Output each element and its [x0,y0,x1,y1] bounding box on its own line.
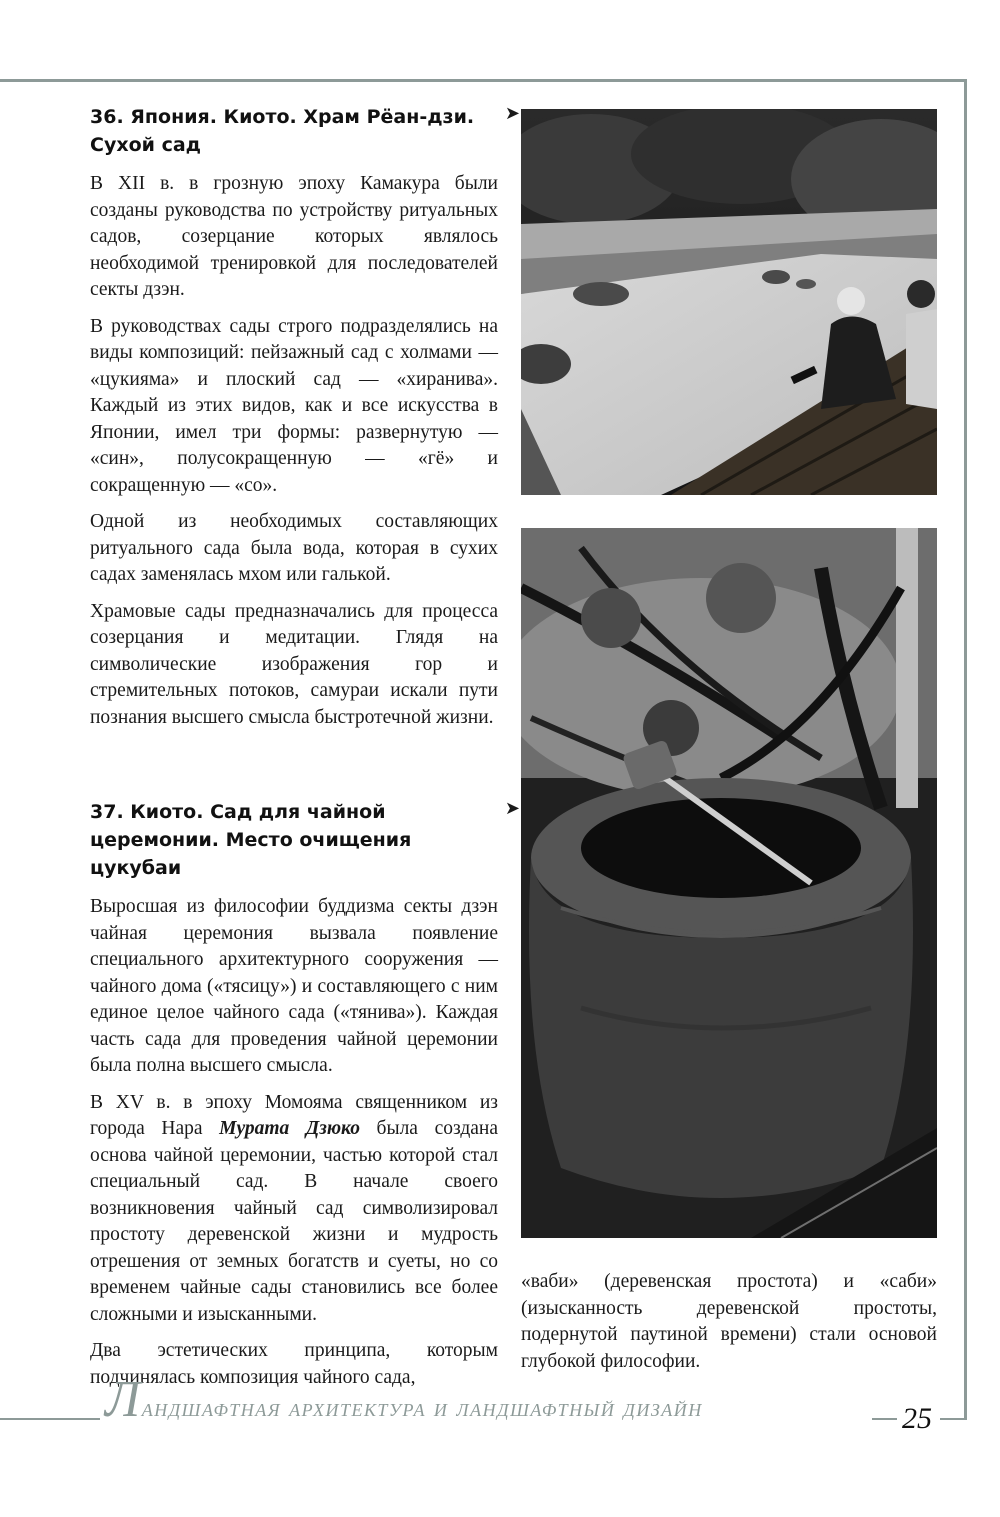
photo-tsukubai [521,528,937,1238]
pointer-arrow-icon: ➤ [504,103,520,124]
section-36-paragraph: В XII в. в грозную эпоху Камакура были созданы руководства по устройству ритуальных садов, созерцание которых являлось необходимой тренировкой для последователей секты дзэн. [90,173,498,300]
pointer-arrow-icon: ➤ [504,798,520,819]
footer-rule-left [0,1418,100,1420]
section-37 [90,798,520,1401]
section-37-paragraph: Два эстетических принципа, которым подчинялась композиция чайного сада, [90,1340,498,1388]
top-rule [0,79,966,82]
section-37-paragraph [90,1090,498,1329]
footer-title-text: андшафтная архитектура и ландшафтный дизайн [141,1393,703,1422]
section-37-heading: 37. Киото. Сад для чайной церемонии. Место очищения цукубаи [90,801,412,879]
section-36-paragraph: Одной из необходимых составляющих ритуального сада была вода, которая в сухих садах заменялась мхом или галькой. [90,511,498,585]
paragraph-text: В XV в. в эпоху Момояма священником из города Нара [90,1091,498,1139]
section-36 [90,103,520,741]
footer-rule-mid [872,1418,897,1420]
section-37-continuation [521,1269,937,1385]
footer-rule-right [940,1418,967,1420]
section-36-paragraph: Храмовые сады предназначались для процесса созерцания и медитации. Глядя на символические изображения гор и стремительных потоков, самураи искали пути познания высшего смысла быстротечной жизни. [90,600,498,728]
photo-dry-garden [521,109,937,495]
footer-initial: Л [105,1371,142,1428]
section-36-paragraph: В руководствах сады строго подразделялись на виды композиций: пейзажный сад с холмами — «цукияма» и плоский сад — «хиранива». Каждый из этих видов, как и все искусства в Японии, имел три формы: развернутую — «син», полусокращенную — «гё» и сокращенную — «со». [90,315,498,496]
paragraph-text: была создана основа чайной церемонии, частью которой стал специальный сад. В начале своего возникновения чайный сад символизировал простоту деревенской жизни и мудрость отрешения от земных богатств и суеты, но со временем чайные сады становились все более сложными и изысканными. [90,1118,498,1325]
continuation-paragraph: «ваби» (деревенская простота) и «саби» (изысканность деревенской простоты, подернутой паутиной времени) стали основой глубокой философии. [521,1271,937,1372]
page-number: 25 [902,1402,932,1435]
section-37-paragraph: Выросшая из философии буддизма секты дзэн чайная церемония вызвала появление специального архитектурного сооружения — чайного дома («тясицу») и составляющего с ним единое целое чайного сада («тянива»). Каждая часть сада для проведения чайной церемонии была полна высшего смысла. [90,896,498,1076]
running-footer-title [105,1370,703,1438]
section-36-heading: 36. Япония. Киото. Храм Рёан-дзи. Сухой сад [90,106,475,156]
right-rule [964,79,967,1419]
person-name: Мурата Дзюко [219,1118,360,1139]
